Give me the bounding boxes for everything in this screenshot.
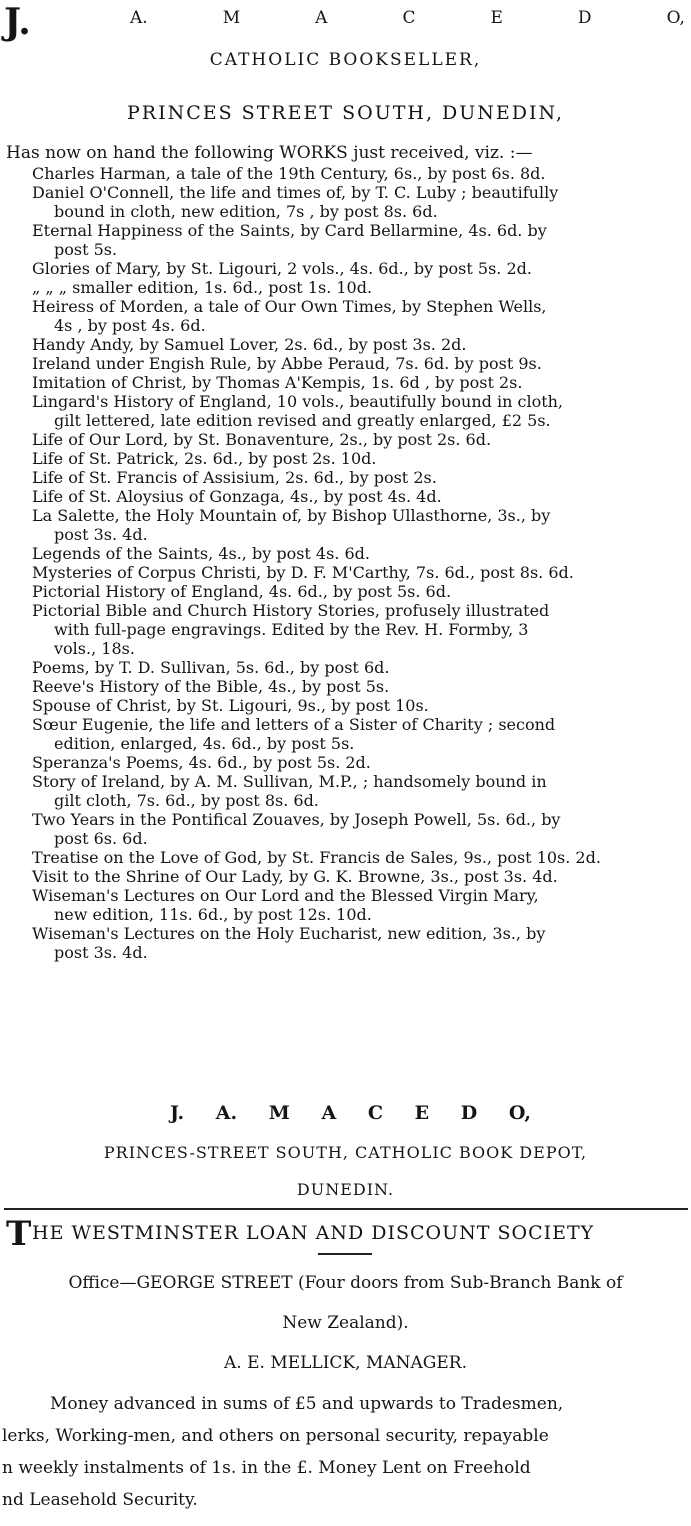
work-item [32,848,688,867]
work-item-line: Mysteries of Corpus Christi, by D. F. M'Carthy, 7s. 6d., post 8s. 6d. [32,563,574,582]
work-item-line: Charles Harman, a tale of the 19th Century, 6s., by post 6s. 8d. [32,164,546,183]
work-item-line: Spouse of Christ, by St. Ligouri, 9s., by post 10s. [32,696,429,715]
works-list [32,164,688,962]
work-item-continuation: bound in cloth, new edition, 7s , by post 8s. 6d. [54,202,438,221]
work-item [32,544,688,563]
masthead-letter: O, [666,8,685,28]
masthead-address: PRINCES STREET SOUTH, DUNEDIN, [127,102,564,124]
masthead-letter: M [222,8,241,28]
work-item-line: Heiress of Morden, a tale of Our Own Times, by Stephen Wells, [32,297,547,316]
work-item-line: Handy Andy, by Samuel Lover, 2s. 6d., by post 3s. 2d. [32,335,467,354]
work-item [32,772,688,810]
signature-letter: D [460,1102,478,1124]
work-item-line: Eternal Happiness of the Saints, by Card Bellarmine, 4s. 6d. by [32,221,547,240]
work-item-line: La Salette, the Holy Mountain of, by Bishop Ullasthorne, 3s., by [32,506,551,525]
work-item [32,886,688,924]
masthead [0,2,691,46]
works-intro: Has now on hand the following WORKS just received, viz. :— [6,143,533,163]
work-item-line: Ireland under Engish Rule, by Abbe Peraud, 7s. 6d. by post 9s. [32,354,542,373]
office-line-1: Office—GEORGE STREET (Four doors from Sub-Branch Bank of [68,1273,623,1293]
work-item [32,487,688,506]
office-line-2: New Zealand). [282,1313,409,1333]
work-item [32,924,688,962]
work-item-continuation: post 5s. [54,240,118,259]
signature-letter: A. [215,1102,238,1124]
manager-line: A. E. MELLICK, MANAGER. [224,1353,467,1373]
work-item-line: Life of Our Lord, by St. Bonaventure, 2s., by post 2s. 6d. [32,430,492,449]
work-item-continuation: gilt lettered, late edition revised and greatly enlarged, £2 5s. [54,411,551,430]
work-item-continuation: gilt cloth, 7s. 6d., by post 8s. 6d. [54,791,319,810]
work-item [32,506,688,544]
work-item-line: Visit to the Shrine of Our Lady, by G. K. Browne, 3s., post 3s. 4d. [32,867,558,886]
work-item-line: Two Years in the Pontifical Zouaves, by Joseph Powell, 5s. 6d., by [32,810,561,829]
society-body-line: lerks, Working-men, and others on personal security, repayable [2,1426,549,1446]
signature-letter: O, [508,1102,531,1124]
work-item-line: Poems, by T. D. Sullivan, 5s. 6d., by post 6d. [32,658,390,677]
signature-letter: A [321,1102,337,1124]
work-item [32,715,688,753]
work-item-line: Treatise on the Love of God, by St. Francis de Sales, 9s., post 10s. 2d. [32,848,601,867]
work-item-continuation: edition, enlarged, 4s. 6d., by post 5s. [54,734,355,753]
work-item-line: Glories of Mary, by St. Ligouri, 2 vols., 4s. 6d., by post 5s. 2d. [32,259,532,278]
work-item-continuation: with full-page engravings. Edited by the Rev. H. Formby, 3 [54,620,529,639]
section-divider [4,1208,688,1210]
work-item-continuation: post 6s. 6d. [54,829,148,848]
work-item [32,867,688,886]
work-item-line: Sœur Eugenie, the life and letters of a Sister of Charity ; second [32,715,556,734]
work-item [32,677,688,696]
work-item-continuation: post 3s. 4d. [54,943,148,962]
signature-address: PRINCES-STREET SOUTH, CATHOLIC BOOK DEPOT, [103,1143,588,1162]
work-item-line: Story of Ireland, by A. M. Sullivan, M.P., ; handsomely bound in [32,772,547,791]
masthead-subtitle: CATHOLIC BOOKSELLER, [209,50,482,70]
masthead-letter: C [402,8,416,28]
work-item-line: Life of St. Patrick, 2s. 6d., by post 2s. 10d. [32,449,377,468]
work-item [32,601,688,658]
work-item [32,278,688,297]
signature-letter: J. [170,1102,185,1124]
society-title-initial: T [6,1214,32,1254]
work-item-line: Pictorial Bible and Church History Stories, profusely illustrated [32,601,550,620]
work-item-continuation: post 3s. 4d. [54,525,148,544]
society-body-text [2,1388,688,1516]
society-body-line: nd Leasehold Security. [2,1490,198,1510]
work-item-line: Pictorial History of England, 4s. 6d., by post 5s. 6d. [32,582,452,601]
work-item-line: Reeve's History of the Bible, 4s., by post 5s. [32,677,390,696]
work-item [32,696,688,715]
work-item-line: Life of St. Francis of Assisium, 2s. 6d., by post 2s. [32,468,437,487]
work-item-line: Legends of the Saints, 4s., by post 4s. 6d. [32,544,370,563]
signature-letter: E [414,1102,430,1124]
work-item-line: Daniel O'Connell, the life and times of, by T. C. Luby ; beautifully [32,183,559,202]
society-title-text: HE WESTMINSTER LOAN AND DISCOUNT SOCIETY [32,1222,595,1244]
work-item [32,468,688,487]
masthead-initial: J. [4,1,31,43]
work-item [32,183,688,221]
work-item-continuation: vols., 18s. [54,639,135,658]
work-item [32,563,688,582]
work-item [32,373,688,392]
work-item [32,430,688,449]
signature-letter: C [367,1102,383,1124]
work-item-line: Life of St. Aloysius of Gonzaga, 4s., by post 4s. 4d. [32,487,442,506]
work-item [32,392,688,430]
work-item-line: Wiseman's Lectures on Our Lord and the Blessed Virgin Mary, [32,886,539,905]
work-item [32,658,688,677]
signature-letter: M [268,1102,290,1124]
work-item-continuation: 4s , by post 4s. 6d. [54,316,206,335]
masthead-letter: A [315,8,328,28]
work-item [32,259,688,278]
work-item [32,221,688,259]
work-item-continuation: new edition, 11s. 6d., by post 12s. 10d. [54,905,372,924]
work-item [32,810,688,848]
short-divider [318,1253,372,1255]
signature-city: DUNEDIN. [296,1180,395,1199]
work-item [32,335,688,354]
masthead-letter: A. [130,8,148,28]
work-item [32,753,688,772]
society-body-line: n weekly instalments of 1s. in the £. Money Lent on Freehold [2,1458,531,1478]
signature-name [0,1102,691,1124]
work-item-line: Imitation of Christ, by Thomas A'Kempis, 1s. 6d , by post 2s. [32,373,523,392]
masthead-letter: D [577,8,592,28]
work-item [32,582,688,601]
masthead-name-letters [130,8,685,28]
work-item-line: Speranza's Poems, 4s. 6d., by post 5s. 2d. [32,753,371,772]
work-item [32,297,688,335]
work-item [32,354,688,373]
society-body-line: Money advanced in sums of £5 and upwards to Tradesmen, [50,1394,564,1414]
work-item-line: Lingard's History of England, 10 vols., beautifully bound in cloth, [32,392,564,411]
work-item-line: „ „ „ smaller edition, 1s. 6d., post 1s. 10d. [32,278,373,297]
work-item-line: Wiseman's Lectures on the Holy Eucharist, new edition, 3s., by [32,924,546,943]
masthead-letter: E [490,8,503,28]
work-item [32,164,688,183]
work-item [32,449,688,468]
